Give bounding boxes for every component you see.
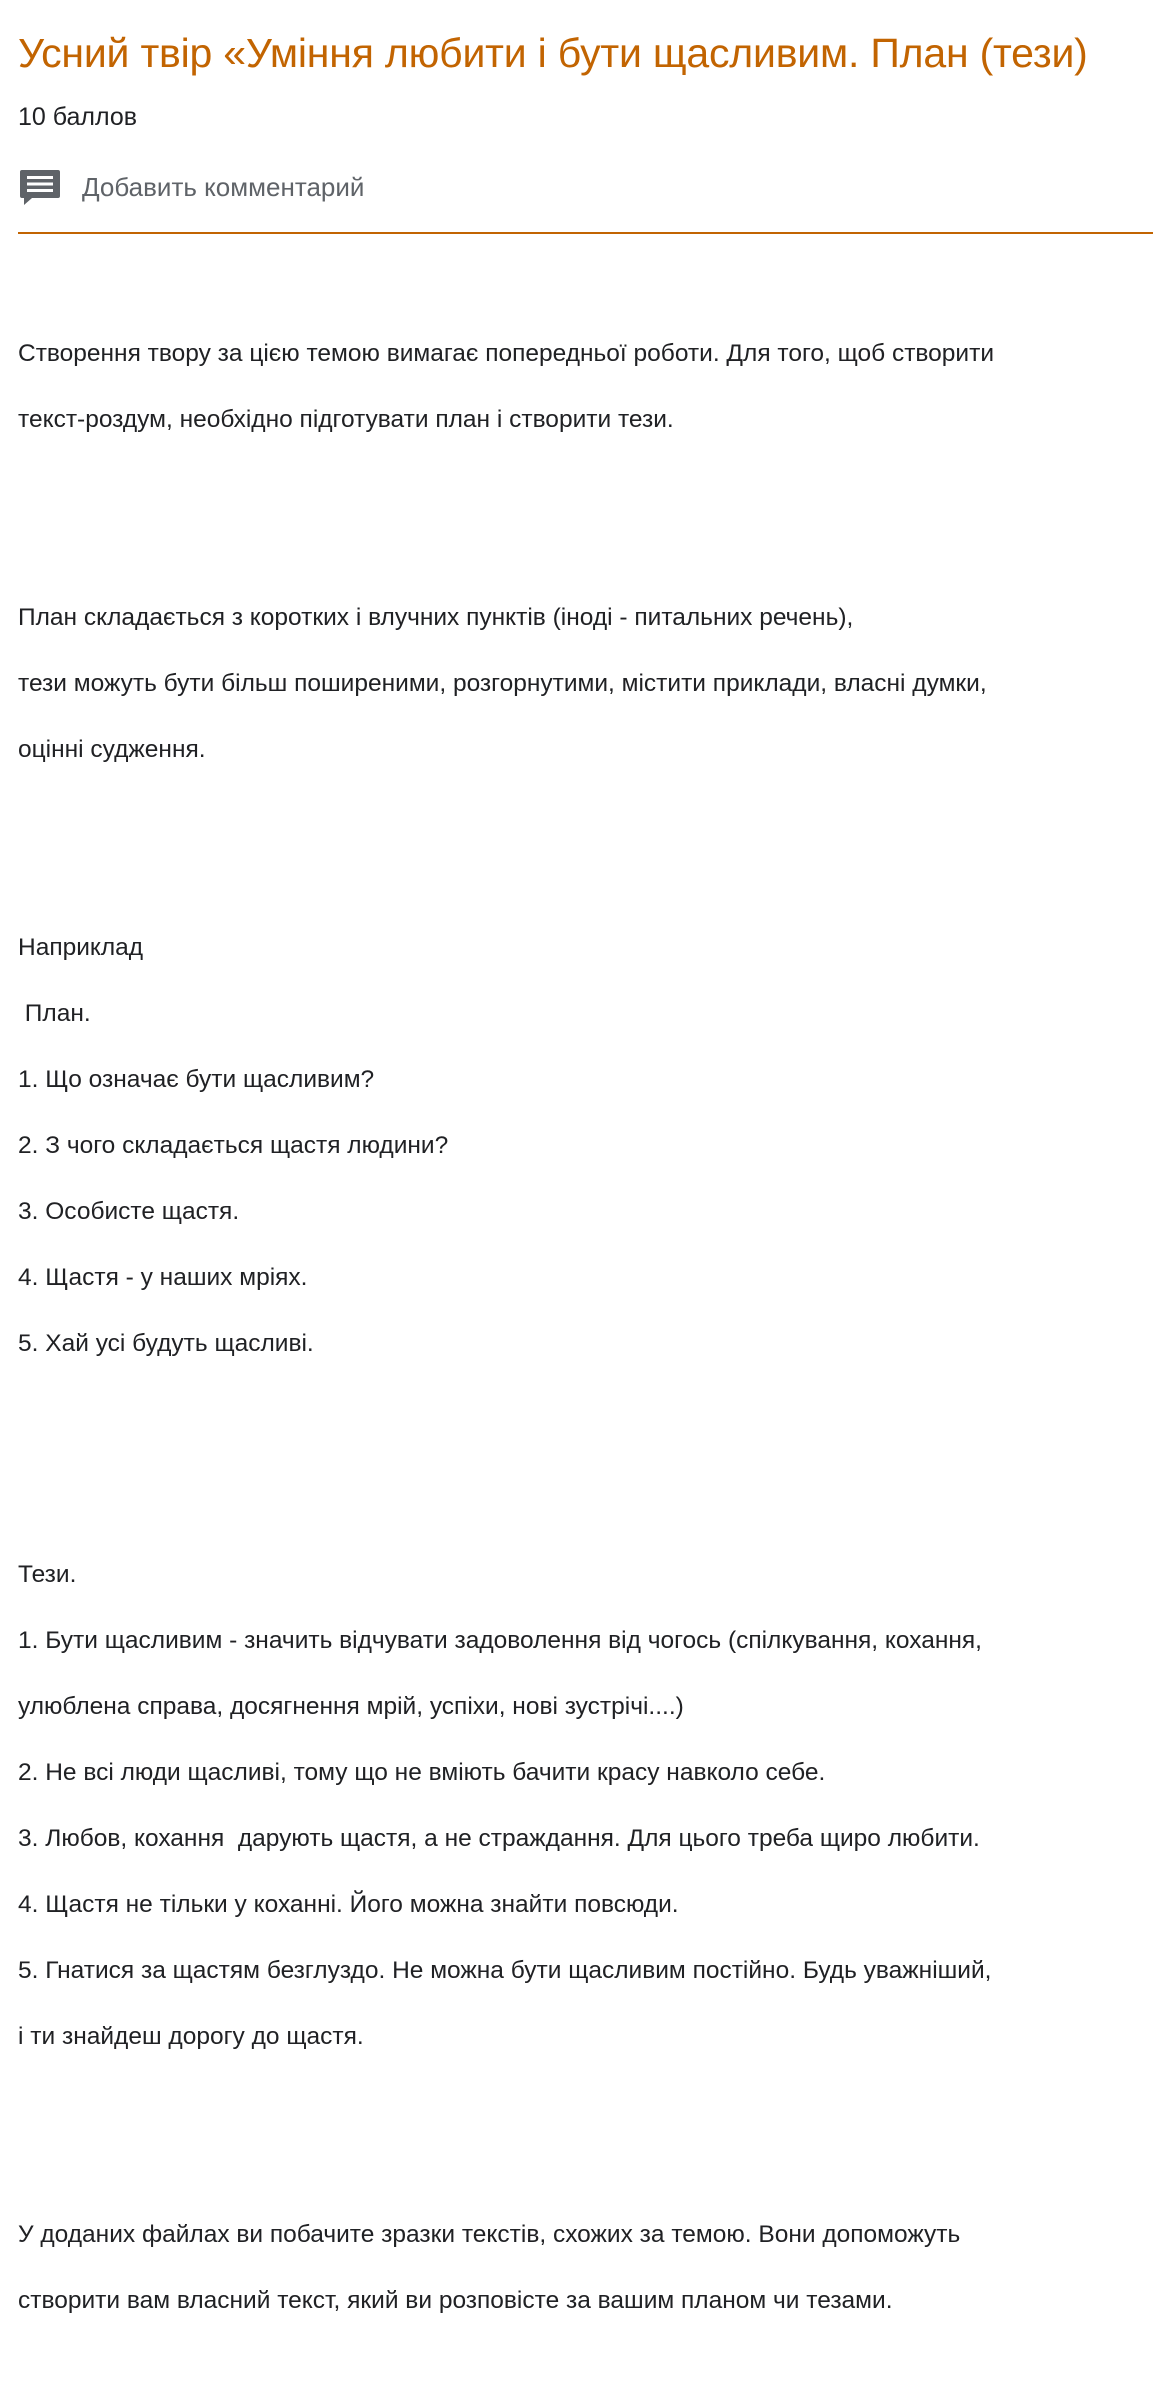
intro-line: Створення твору за цією темою вимагає попередньої роботи. Для того, щоб створити	[18, 340, 995, 367]
plan-description-line: План складається з коротких і влучних пунктів (іноді - питальних речень),	[18, 604, 854, 631]
closing-paragraph	[18, 2185, 1158, 2350]
plan-heading: План.	[18, 1000, 91, 1027]
theses-line: і ти знайдеш дорогу до щастя.	[18, 2023, 364, 2050]
theses-line: 1. Бути щасливим - значить відчувати задоволення від чогось (спілкування, кохання,	[18, 1627, 982, 1654]
plan-item: 3. Особисте щастя.	[18, 1198, 240, 1225]
theses-line: 4. Щастя не тільки у коханні. Його можна знайти повсюди.	[18, 1891, 679, 1918]
plan-description-line: тези можуть бути більш поширеними, розгорнутими, містити приклади, власні думки,	[18, 670, 987, 697]
comment-icon	[18, 167, 64, 207]
plan-item: 5. Хай усі будуть щасливі.	[18, 1330, 314, 1357]
theses-heading: Тези.	[18, 1561, 77, 1588]
assignment-title: Усний твір «Уміння любити і бути щасливим. План (тези)	[18, 30, 1088, 76]
plan-section	[18, 898, 1158, 1393]
plan-item: 1. Що означає бути щасливим?	[18, 1066, 375, 1093]
theses-section	[18, 1525, 1158, 2086]
intro-line: текст-роздум, необхідно підготувати план і створити тези.	[18, 406, 674, 433]
theses-line: 3. Любов, кохання дарують щастя, а не страждання. Для цього треба щиро любити.	[18, 1825, 980, 1852]
plan-description-paragraph	[18, 568, 1158, 799]
add-comment-label: Добавить комментарий	[82, 171, 365, 202]
theses-line: улюблена справа, досягнення мрій, успіхи, нові зустрічі....)	[18, 1693, 684, 1720]
closing-line: створити вам власний текст, який ви розповісте за вашим планом чи тезами.	[18, 2287, 893, 2314]
theses-line: 2. Не всі люди щасливі, тому що не вміють бачити красу навколо себе.	[18, 1759, 826, 1786]
theses-line: 5. Гнатися за щастям безглуздо. Не можна бути щасливим постійно. Будь уважніший,	[18, 1957, 992, 1984]
add-comment-button[interactable]	[18, 167, 1153, 207]
plan-item: 4. Щастя - у наших мріях.	[18, 1264, 308, 1291]
section-divider	[18, 232, 1153, 234]
assignment-description	[18, 271, 1158, 2383]
closing-line: У доданих файлах ви побачите зразки текстів, схожих за темою. Вони допоможуть	[18, 2221, 961, 2248]
plan-description-line: оцінні судження.	[18, 736, 206, 763]
example-label: Наприклад	[18, 934, 144, 961]
plan-item: 2. З чого складається щастя людини?	[18, 1132, 449, 1159]
points-label: 10 баллов	[18, 103, 138, 131]
intro-paragraph	[18, 304, 1158, 469]
